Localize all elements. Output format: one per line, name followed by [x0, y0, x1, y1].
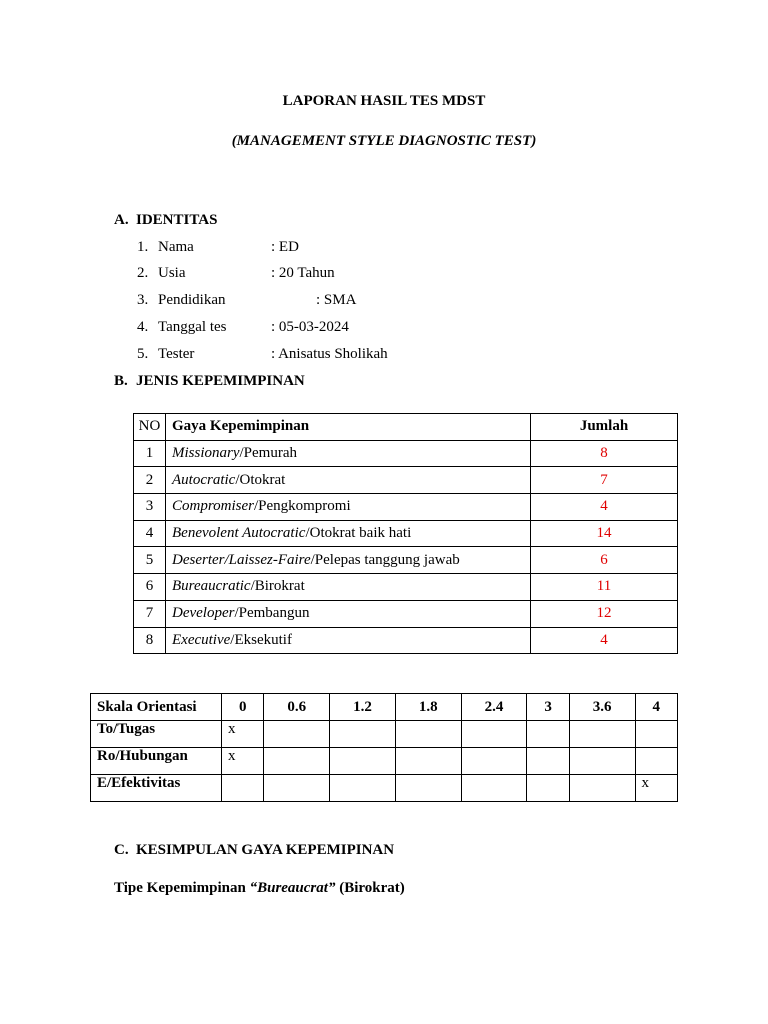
style-indonesian: /Otokrat baik hati	[305, 525, 412, 542]
identity-value: : 05-03-2024	[271, 319, 349, 335]
scale-value: 1.8	[395, 694, 461, 721]
page-subtitle: (MANAGEMENT STYLE DIAGNOSTIC TEST)	[231, 133, 537, 149]
style-english: Compromiser	[172, 498, 254, 515]
row-style	[166, 600, 531, 627]
row-count: 7	[531, 467, 678, 494]
style-indonesian: /Otokrat	[235, 471, 286, 488]
section-a-letter: A.	[114, 212, 129, 228]
identity-value: : SMA	[316, 292, 357, 308]
orientation-row-hubungan	[91, 748, 678, 775]
identity-item-tanggal-tes	[137, 319, 349, 336]
header-jumlah: Jumlah	[531, 414, 678, 441]
orientation-mark	[395, 721, 461, 748]
section-c-heading	[114, 842, 394, 859]
orientation-mark	[330, 721, 396, 748]
row-style	[166, 627, 531, 654]
orientation-row-efektivitas	[91, 775, 678, 802]
table-row	[134, 547, 678, 574]
leadership-conclusion	[114, 880, 405, 897]
scale-value: 0.6	[264, 694, 330, 721]
row-style	[166, 574, 531, 601]
orientation-mark	[461, 721, 527, 748]
style-english: Executive	[172, 631, 231, 648]
row-style	[166, 467, 531, 494]
identity-item-nama	[137, 239, 299, 256]
table-row	[134, 467, 678, 494]
orientation-scale-table	[90, 693, 678, 802]
row-number: 2	[134, 467, 166, 494]
style-english: Bureaucratic	[172, 578, 251, 595]
style-english: Deserter/Laissez-Faire	[172, 551, 311, 568]
row-number: 6	[134, 574, 166, 601]
scale-value: 1.2	[330, 694, 396, 721]
identity-value: : 20 Tahun	[271, 265, 335, 281]
orientation-mark	[330, 775, 396, 802]
row-style	[166, 547, 531, 574]
conclusion-prefix: Tipe Kepemimpinan	[114, 880, 250, 896]
section-a-heading	[114, 212, 217, 229]
row-count: 12	[531, 600, 678, 627]
orientation-mark	[569, 748, 635, 775]
row-number: 5	[134, 547, 166, 574]
scale-value: 3.6	[569, 694, 635, 721]
style-indonesian: /Pengkompromi	[253, 498, 351, 515]
orientation-label: E/Efektivitas	[91, 775, 222, 802]
orientation-label: To/Tugas	[91, 721, 222, 748]
row-count: 8	[531, 440, 678, 467]
orientation-mark: x	[222, 721, 264, 748]
identity-item-tester	[137, 346, 388, 363]
identity-item-usia	[137, 265, 335, 282]
identity-number: 2.	[137, 265, 149, 281]
style-indonesian: /Pemurah	[239, 445, 297, 462]
identity-value: : Anisatus Sholikah	[271, 346, 388, 362]
identity-label: Nama	[158, 239, 194, 255]
orientation-label: Ro/Hubungan	[91, 748, 222, 775]
orientation-mark	[461, 775, 527, 802]
conclusion-suffix: (Birokrat)	[335, 880, 405, 896]
table-row	[134, 440, 678, 467]
orientation-row-tugas	[91, 721, 678, 748]
orientation-mark	[569, 775, 635, 802]
table-row	[134, 494, 678, 521]
scale-value: 4	[635, 694, 677, 721]
table-row	[134, 627, 678, 654]
row-number: 8	[134, 627, 166, 654]
identity-number: 1.	[137, 239, 149, 255]
page-title: LAPORAN HASIL TES MDST	[282, 93, 486, 109]
orientation-mark	[461, 748, 527, 775]
style-indonesian: /Pembangun	[234, 605, 310, 622]
scale-value: 3	[527, 694, 569, 721]
conclusion-type: “Bureaucrat”	[249, 880, 336, 896]
identity-value: : ED	[271, 239, 299, 255]
section-c-letter: C.	[114, 842, 129, 858]
scale-value: 2.4	[461, 694, 527, 721]
style-english: Benevolent Autocratic	[172, 525, 306, 542]
orientation-mark	[635, 748, 677, 775]
row-count: 6	[531, 547, 678, 574]
identity-number: 3.	[137, 292, 149, 308]
section-c-title: KESIMPULAN GAYA KEPEMIPINAN	[136, 842, 395, 858]
row-number: 7	[134, 600, 166, 627]
orientation-mark	[569, 721, 635, 748]
identity-label: Tester	[158, 346, 195, 362]
style-english: Missionary	[172, 445, 240, 462]
identity-label: Tanggal tes	[158, 319, 227, 335]
table-row	[134, 520, 678, 547]
orientation-mark	[264, 748, 330, 775]
orientation-mark	[527, 775, 569, 802]
scale-value: 0	[222, 694, 264, 721]
orientation-mark	[527, 748, 569, 775]
style-english: Autocratic	[172, 471, 236, 488]
identity-label: Pendidikan	[158, 292, 226, 308]
orientation-mark	[264, 775, 330, 802]
table-header-row	[134, 414, 678, 441]
row-style	[166, 440, 531, 467]
orientation-mark	[395, 775, 461, 802]
orientation-header-label: Skala Orientasi	[91, 694, 222, 721]
row-count: 4	[531, 627, 678, 654]
leadership-style-table	[133, 413, 678, 654]
row-number: 1	[134, 440, 166, 467]
row-number: 4	[134, 520, 166, 547]
style-english: Developer	[172, 605, 235, 622]
style-indonesian: /Pelepas tanggung jawab	[310, 551, 460, 568]
identity-number: 5.	[137, 346, 149, 362]
row-style	[166, 520, 531, 547]
style-indonesian: /Eksekutif	[230, 631, 292, 648]
orientation-mark	[527, 721, 569, 748]
row-number: 3	[134, 494, 166, 521]
table-row	[134, 574, 678, 601]
identity-number: 4.	[137, 319, 149, 335]
header-no: NO	[134, 414, 166, 441]
identity-item-pendidikan	[137, 292, 356, 309]
orientation-mark: x	[222, 748, 264, 775]
orientation-mark: x	[635, 775, 677, 802]
style-indonesian: /Birokrat	[250, 578, 305, 595]
section-b-letter: B.	[114, 373, 128, 389]
table-row	[134, 600, 678, 627]
orientation-mark	[330, 748, 396, 775]
header-gaya: Gaya Kepemimpinan	[166, 414, 531, 441]
row-style	[166, 494, 531, 521]
row-count: 11	[531, 574, 678, 601]
row-count: 14	[531, 520, 678, 547]
orientation-header-row	[91, 694, 678, 721]
orientation-mark	[395, 748, 461, 775]
row-count: 4	[531, 494, 678, 521]
identity-label: Usia	[158, 265, 186, 281]
section-b-heading	[114, 373, 305, 390]
section-b-title: JENIS KEPEMIMPINAN	[136, 373, 305, 389]
orientation-mark	[635, 721, 677, 748]
orientation-mark	[264, 721, 330, 748]
orientation-mark	[222, 775, 264, 802]
section-a-title: IDENTITAS	[136, 212, 218, 228]
